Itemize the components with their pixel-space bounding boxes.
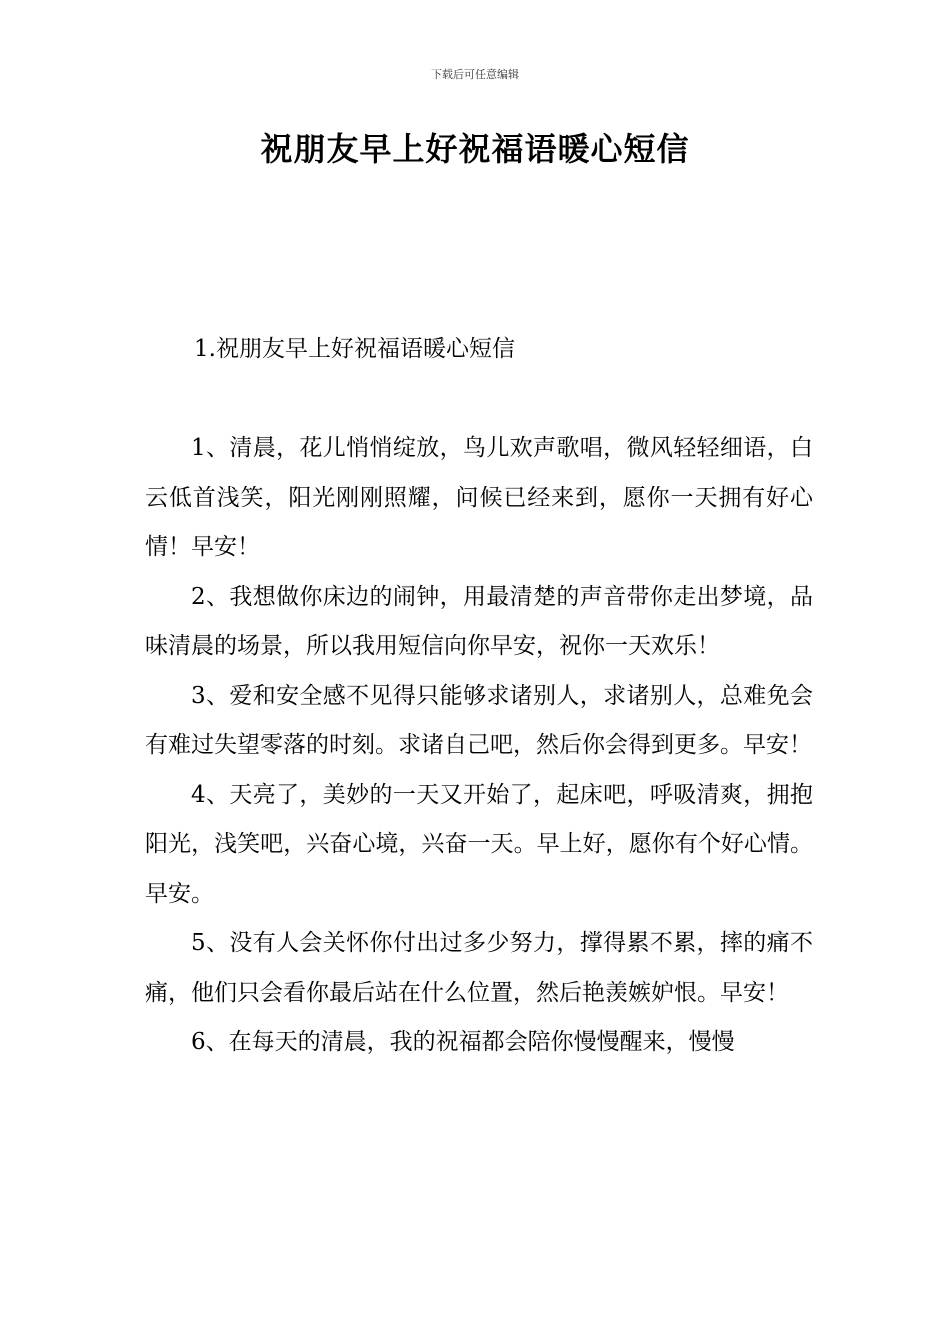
paragraph-1: 1、清晨，花儿悄悄绽放，鸟儿欢声歌唱，微风轻轻细语，白云低首浅笑，阳光刚刚照耀，问候已经来到，愿你一天拥有好心情！早安！: [145, 435, 813, 560]
section-heading: 1.祝朋友早上好祝福语暖心短信: [194, 336, 515, 362]
paragraph-5: 5、没有人会关怀你付出过多少努力，撑得累不累，摔的痛不痛，他们只会看你最后站在什么位置，然后艳羡嫉妒恨。早安！: [145, 930, 813, 1006]
paragraph-6: 6、在每天的清晨，我的祝福都会陪你慢慢醒来，慢慢: [191, 1029, 735, 1055]
document-title: 祝朋友早上好祝福语暖心短信: [260, 130, 690, 168]
paragraph-4: 4、天亮了，美妙的一天又开始了，起床吧，呼吸清爽，拥抱阳光，浅笑吧，兴奋心境，兴奋一天。早上好，愿你有个好心情。早安。: [145, 781, 813, 907]
paragraph-3: 3、爱和安全感不见得只能够求诸别人，求诸别人，总难免会有难过失望零落的时刻。求诸自己吧，然后你会得到更多。早安！: [145, 682, 813, 758]
header-note: 下载后可任意编辑: [431, 68, 519, 81]
document-body: [145, 424, 813, 1068]
paragraph-2: 2、我想做你床边的闹钟，用最清楚的声音带你走出梦境，品味清晨的场景，所以我用短信向你早安，祝你一天欢乐！: [145, 583, 813, 659]
